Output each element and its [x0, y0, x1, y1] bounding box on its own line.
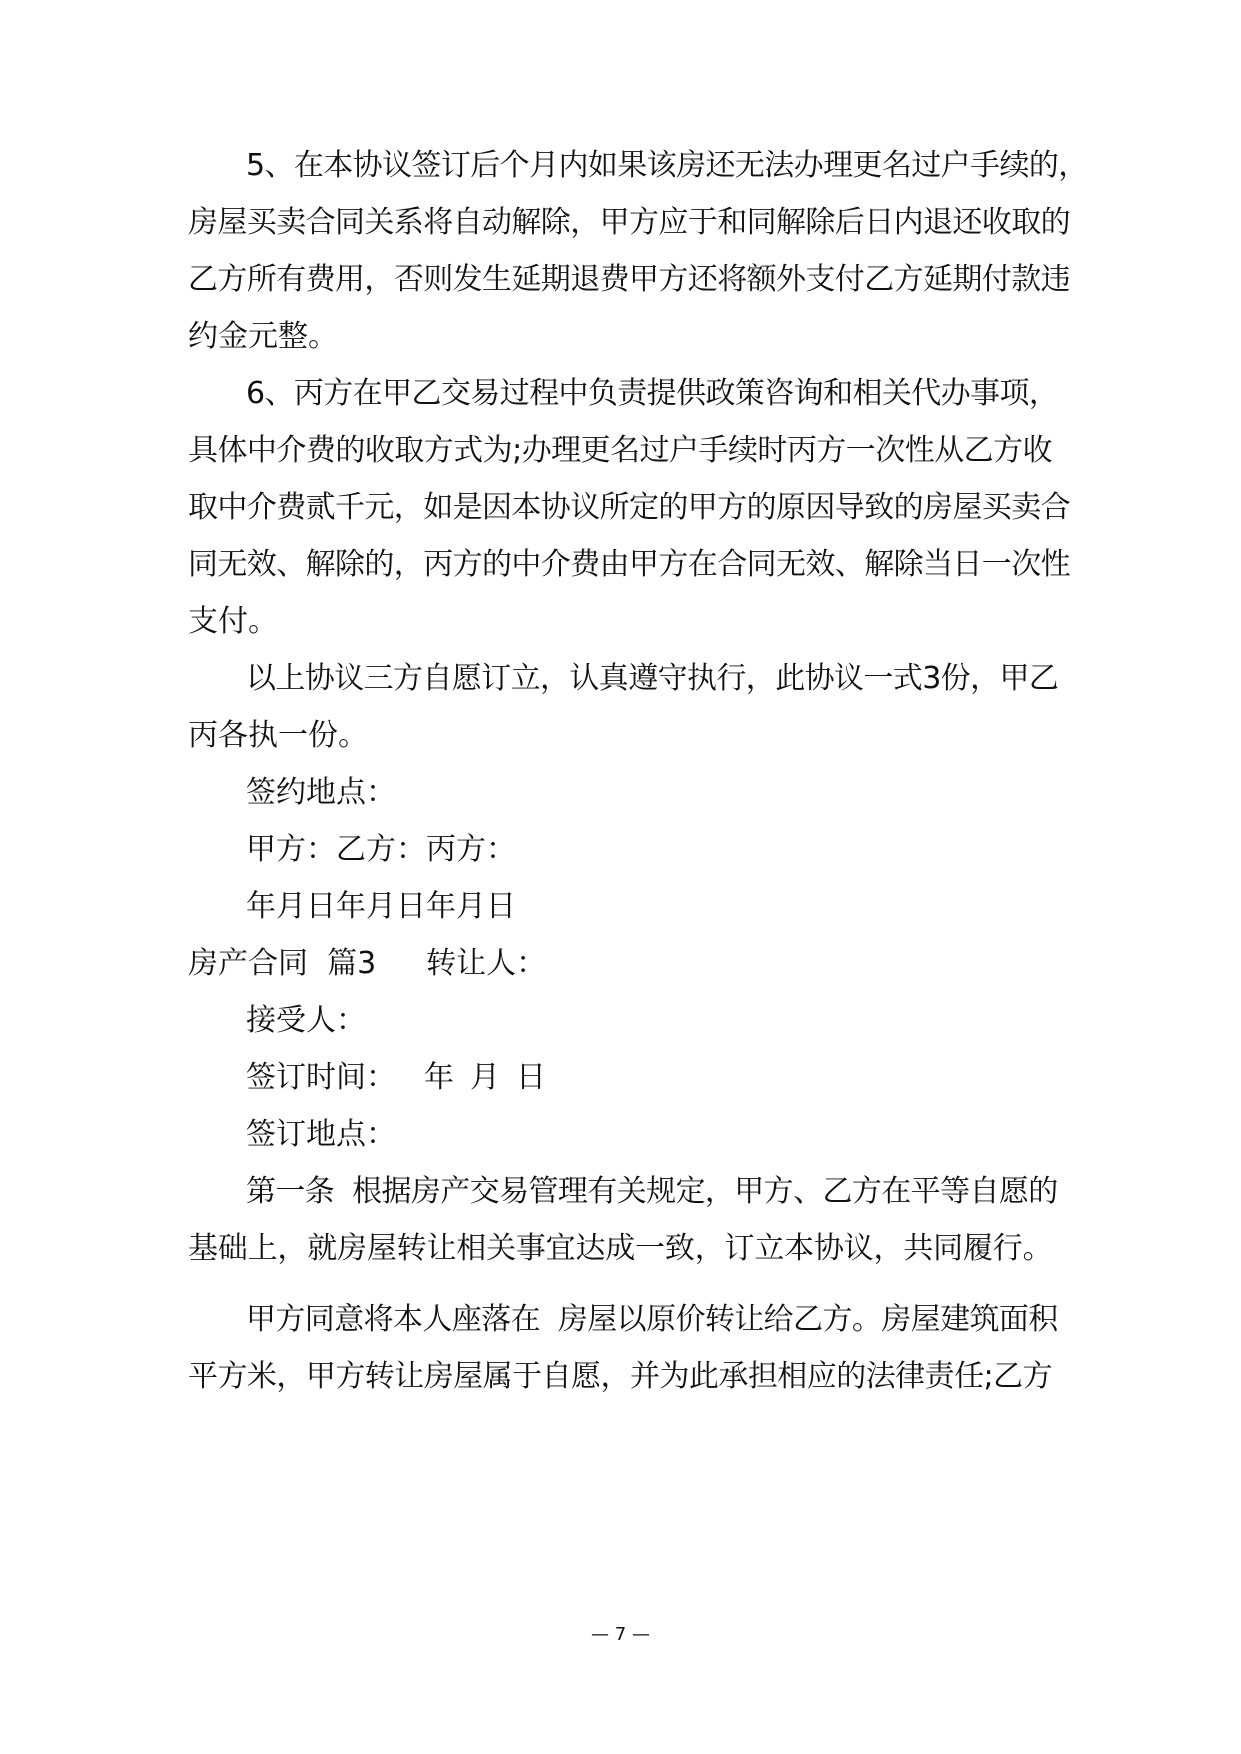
article1-line-2: 基础上，就房屋转让相关事宜达成一致，订立本协议，共同履行。: [188, 1231, 1052, 1266]
sign-place: 签约地点：: [246, 775, 396, 810]
transferee-label: 接受人：: [246, 1003, 366, 1038]
sign-time-month: 月: [470, 1060, 500, 1095]
clause5-line-2: 房屋买卖合同关系将自动解除，甲方应于和同解除后日内退还收取的: [188, 205, 1070, 240]
section3-sign-place: 签订地点：: [246, 1117, 396, 1152]
clause5-line-1: 5、在本协议签订后个月内如果该房还无法办理更名过户手续的，: [246, 148, 1088, 183]
sign-time-line: [246, 1058, 546, 1098]
transfer-para-line-1: 甲方同意将本人座落在 房屋以原价转让给乙方。房屋建筑面积: [246, 1302, 1058, 1337]
clause5-line-4: 约金元整。: [188, 319, 338, 354]
article1-line-1: 第一条 根据房产交易管理有关规定，甲方、乙方在平等自愿的: [246, 1174, 1058, 1209]
parties-line: 甲方：乙方：丙方：: [246, 832, 516, 867]
sign-time-label: 签订时间：: [246, 1060, 396, 1095]
section3-heading-line: [188, 944, 546, 984]
clause6-line-4: 同无效、解除的，丙方的中介费由甲方在合同无效、解除当日一次性: [188, 547, 1070, 582]
dates-line: 年月日年月日年月日: [246, 889, 516, 924]
closing-line-1: 以上协议三方自愿订立，认真遵守执行，此协议一式3份，甲乙: [246, 661, 1059, 696]
transferor-label: 转让人：: [426, 946, 547, 981]
page-number: — 7 —: [591, 1624, 650, 1645]
clause6-line-3: 取中介费贰千元，如是因本协议所定的甲方的原因导致的房屋买卖合: [188, 490, 1070, 525]
clause6-line-5: 支付。: [188, 604, 278, 639]
closing-line-2: 丙各执一份。: [188, 718, 368, 753]
clause6-line-2: 具体中介费的收取方式为;办理更名过户手续时丙方一次性从乙方收: [188, 433, 1052, 468]
sign-time-year: 年: [424, 1060, 454, 1095]
section3-title: 房产合同 篇3: [188, 946, 377, 981]
clause5-line-3: 乙方所有费用，否则发生延期退费甲方还将额外支付乙方延期付款违: [188, 262, 1070, 297]
transfer-para-line-2: 平方米，甲方转让房屋属于自愿，并为此承担相应的法律责任;乙方: [188, 1359, 1052, 1394]
clause6-line-1: 6、丙方在甲乙交易过程中负责提供政策咨询和相关代办事项，: [246, 376, 1059, 411]
sign-time-day: 日: [516, 1060, 546, 1095]
